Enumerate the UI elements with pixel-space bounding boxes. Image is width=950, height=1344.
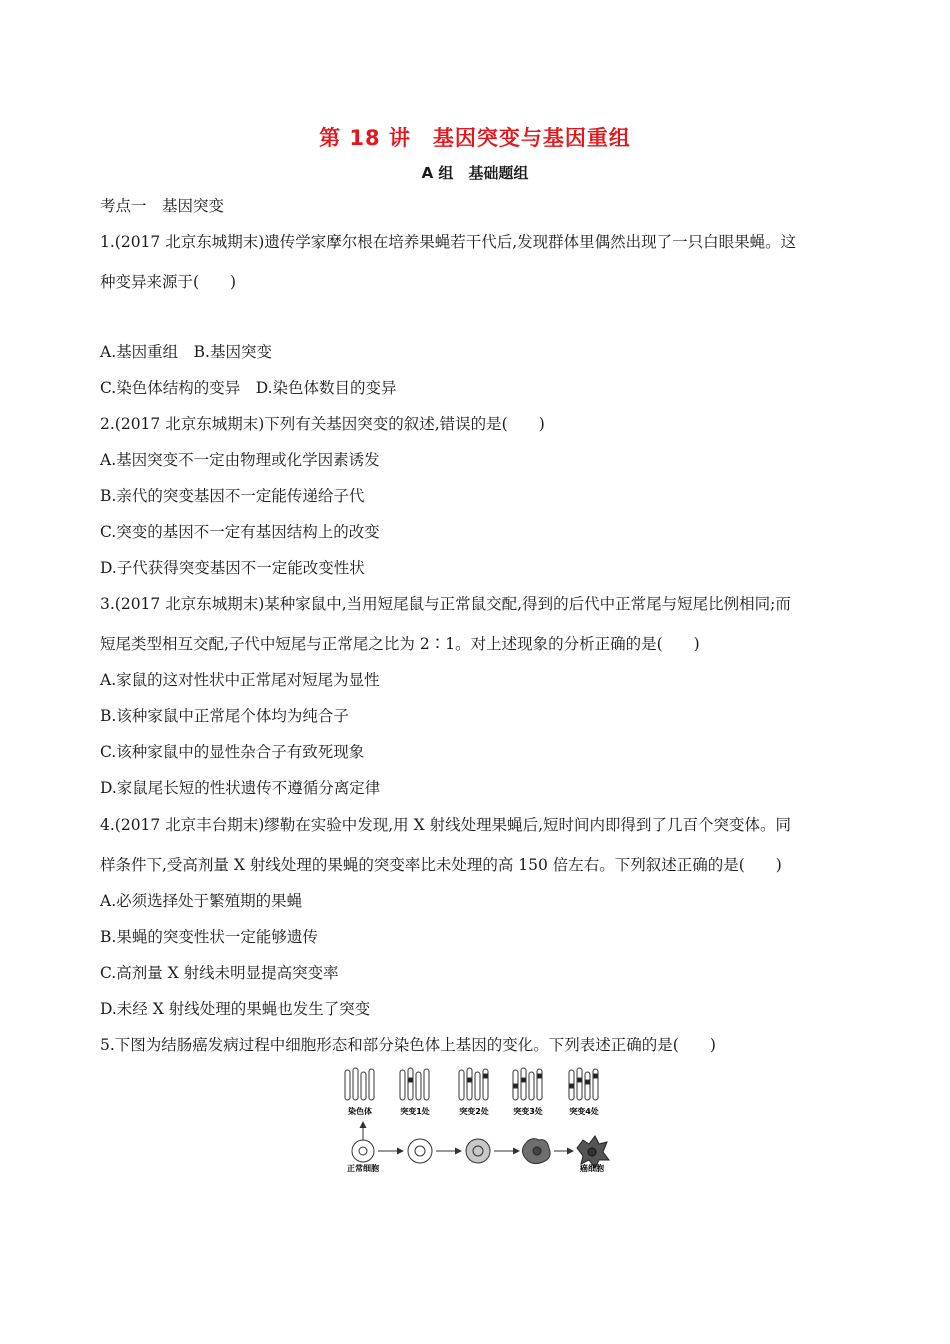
chromosomes-mutation-1 — [400, 1068, 429, 1100]
question-5-stem: 5.下图为结肠癌发病过程中细胞形态和部分染色体上基因的变化。下列表述正确的是( ) — [100, 1036, 716, 1054]
figure-label-mutation-1: 突变1处 — [400, 1107, 430, 1116]
question-2-option-a: A.基因突变不一定由物理或化学因素诱发 — [100, 451, 380, 469]
section-heading: 考点一 基因突变 — [100, 197, 225, 215]
question-3-option-c: C.该种家鼠中的显性杂合子有致死现象 — [100, 743, 365, 761]
figure-label-chromosome: 染色体 — [348, 1107, 372, 1116]
question-3-option-a: A.家鼠的这对性状中正常尾对短尾为显性 — [100, 671, 380, 689]
question-4-option-b: B.果蝇的突变性状一定能够遗传 — [100, 928, 318, 946]
question-2-option-c: C.突变的基因不一定有基因结构上的改变 — [100, 523, 380, 541]
page-title: 第 18 讲 基因突变与基因重组 — [319, 126, 631, 150]
chromosomes-normal — [345, 1068, 374, 1100]
question-3-option-b: B.该种家鼠中正常尾个体均为纯合子 — [100, 707, 349, 725]
colon-cancer-figure — [333, 1064, 623, 1174]
chromosomes-mutation-2 — [459, 1068, 488, 1100]
chromosomes-mutation-4 — [569, 1068, 598, 1100]
question-4-option-d: D.未经 X 射线处理的果蝇也发生了突变 — [100, 1000, 371, 1018]
question-2-option-d: D.子代获得突变基因不一定能改变性状 — [100, 559, 365, 577]
question-3-stem-cont: 短尾类型相互交配,子代中短尾与正常尾之比为 2∶1。对上述现象的分析正确的是( ) — [100, 635, 700, 653]
question-4-stem: 4.(2017 北京丰台期末)缪勒在实验中发现,用 X 射线处理果蝇后,短时间内即得到了几百个突变体。同 — [100, 816, 792, 834]
figure-label-mutation-2: 突变2处 — [459, 1107, 489, 1116]
cell-stage-4 — [522, 1139, 550, 1164]
figure-label-mutation-4: 突变4处 — [569, 1107, 599, 1116]
figure-label-cancer-cell: 癌细胞 — [580, 1164, 604, 1173]
question-4-stem-cont: 样条件下,受高剂量 X 射线处理的果蝇的突变率比未处理的高 150 倍左右。下列叙述正确的是( ) — [100, 856, 782, 874]
cell-normal — [352, 1140, 374, 1162]
cell-stage-2 — [408, 1139, 432, 1163]
figure-label-mutation-3: 突变3处 — [513, 1107, 543, 1116]
question-3-option-d: D.家鼠尾长短的性状遗传不遵循分离定律 — [100, 779, 381, 797]
question-1-options-cd: C.染色体结构的变异 D.染色体数目的变异 — [100, 379, 397, 397]
question-1-stem-cont: 种变异来源于( ) — [100, 273, 237, 291]
question-2-option-b: B.亲代的突变基因不一定能传递给子代 — [100, 487, 365, 505]
chromosomes-mutation-3 — [513, 1068, 542, 1100]
question-1-options-ab: A.基因重组 B.基因突变 — [100, 343, 272, 361]
cell-stage-3 — [466, 1139, 490, 1163]
question-3-stem: 3.(2017 北京东城期末)某种家鼠中,当用短尾鼠与正常鼠交配,得到的后代中正常尾与短尾比例相同;而 — [100, 595, 791, 613]
question-4-option-c: C.高剂量 X 射线未明显提高突变率 — [100, 964, 339, 982]
figure-label-normal-cell: 正常细胞 — [347, 1164, 379, 1173]
question-4-option-a: A.必须选择处于繁殖期的果蝇 — [100, 892, 303, 910]
question-1-stem: 1.(2017 北京东城期末)遗传学家摩尔根在培养果蝇若干代后,发现群体里偶然出现了一只白眼果蝇。这 — [100, 233, 797, 251]
question-2-stem: 2.(2017 北京东城期末)下列有关基因突变的叙述,错误的是( ) — [100, 415, 545, 433]
group-subtitle: A 组 基础题组 — [421, 164, 529, 182]
